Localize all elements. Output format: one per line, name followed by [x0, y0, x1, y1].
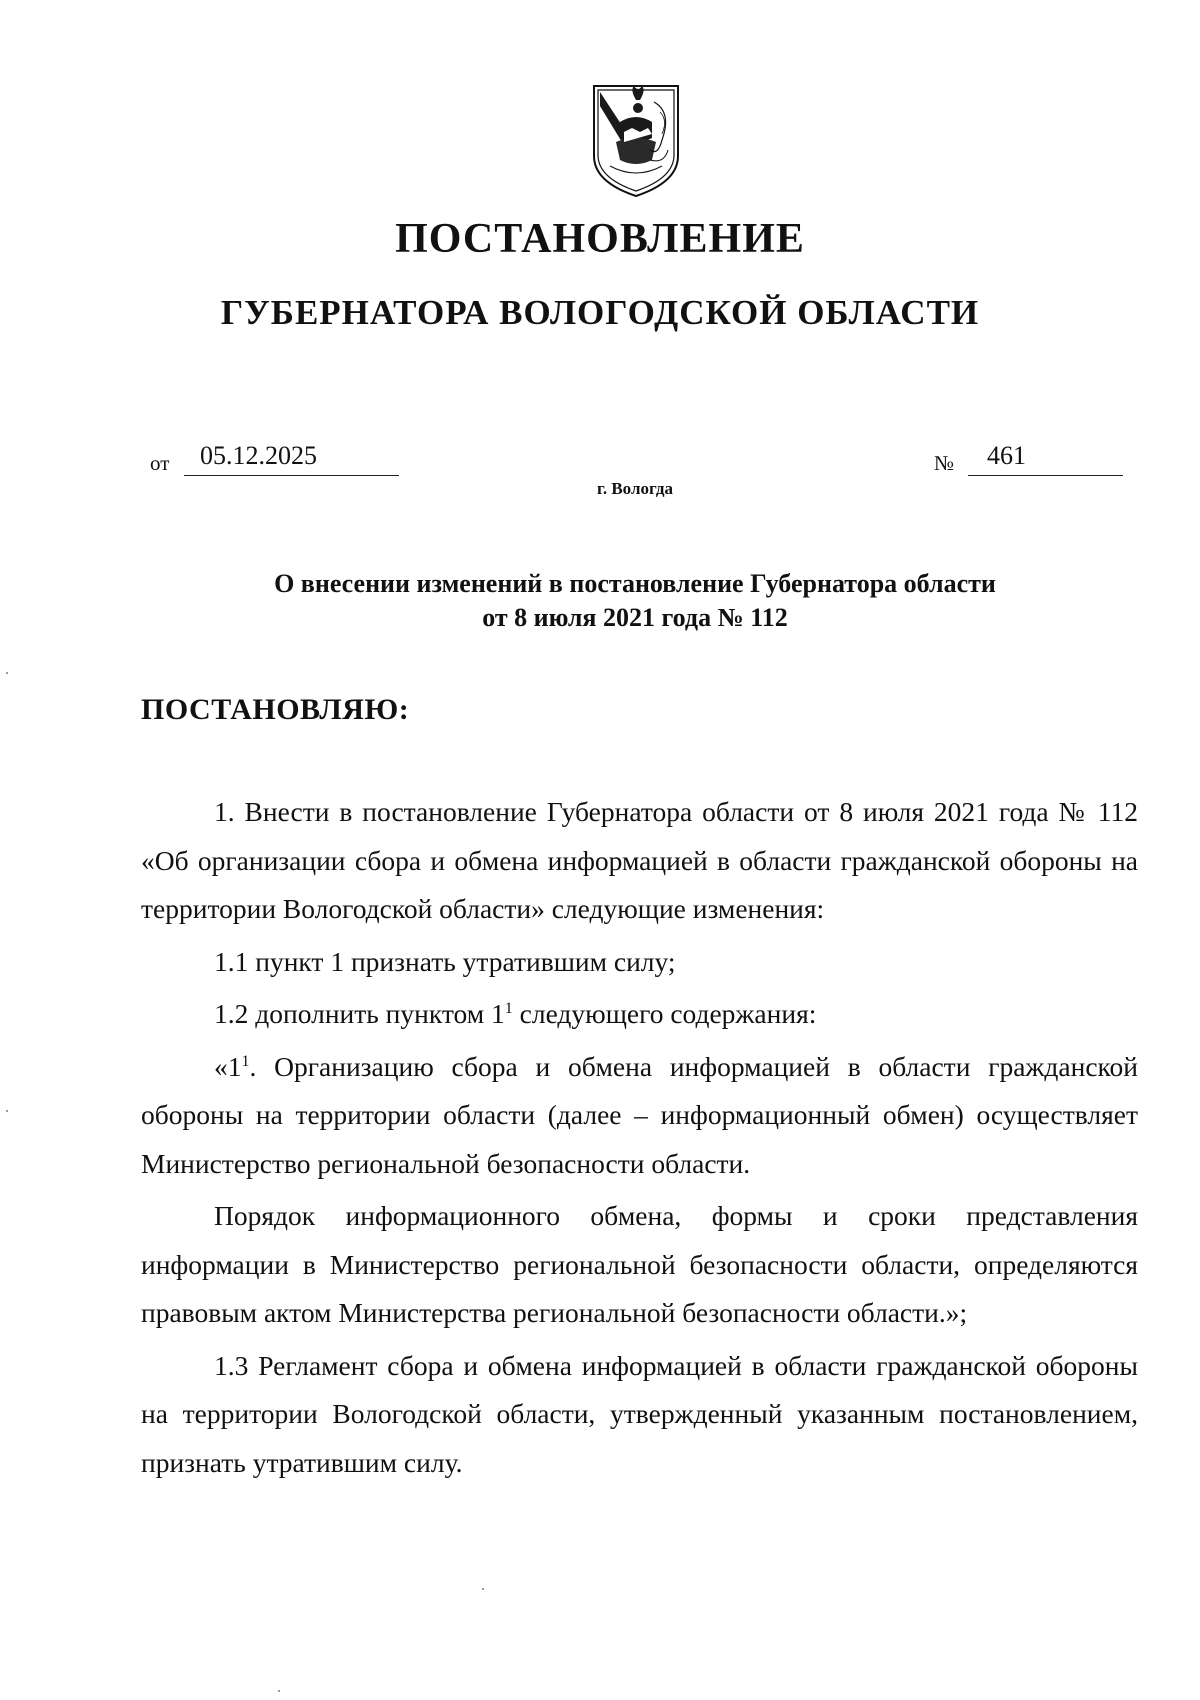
paragraph-1-3: 1.3 Регламент сбора и обмена информацией в области гражданской обороны на территории Вологодской области, утвержденный указанным постановлением, признать утратившим силу.: [141, 1349, 1138, 1478]
document-body: [141, 788, 1138, 1487]
document-date: 05.12.2025: [200, 441, 317, 470]
paragraph-quote-text: . Организацию сбора и обмена информацией в области гражданской обороны на территории области (далее – информационный обмен) осуществляет Министерство региональной безопасности области.: [141, 1050, 1138, 1179]
scan-speck: [6, 672, 8, 674]
scan-speck: [278, 1690, 280, 1692]
superscript: 1: [504, 999, 513, 1017]
paragraph-procedure: Порядок информационного обмена, формы и сроки представления информации в Министерство региональной безопасности области, определяются правовым актом Министерства региональной безопасности области.»;: [141, 1200, 1138, 1328]
document-subject: [0, 567, 1200, 635]
subject-line-1: О внесении изменений в постановление Губернатора области: [274, 569, 996, 598]
number-prefix: №: [934, 451, 955, 475]
document-issuer: ГУБЕРНАТОРА ВОЛОГОДСКОЙ ОБЛАСТИ: [220, 293, 980, 332]
subject-line-2: от 8 июля 2021 года № 112: [482, 603, 788, 632]
paragraph-1-1: 1.1 пункт 1 признать утратившим силу;: [214, 945, 676, 977]
coat-of-arms-icon: [590, 82, 682, 200]
superscript: 1: [241, 1052, 250, 1070]
document-city: г. Вологда: [597, 479, 673, 498]
document-number: 461: [987, 441, 1026, 470]
paragraph-1-2: [141, 990, 1138, 1039]
paragraph-1: 1. Внести в постановление Губернатора области от 8 июля 2021 года № 112 «Об организации сбора и обмена информацией в области гражданской обороны на территории Вологодской области» следующие изменения:: [141, 796, 1138, 924]
paragraph-1-2-text: 1.2 дополнить пунктом 1: [214, 998, 505, 1029]
paragraph-1-2-text-end: следующего содержания:: [512, 998, 817, 1029]
date-prefix: от: [150, 451, 170, 475]
paragraph-quote: [141, 1043, 1138, 1189]
decree-heading: ПОСТАНОВЛЯЮ:: [141, 693, 410, 726]
paragraph-quote-start: «1: [214, 1050, 242, 1082]
scan-speck: [482, 1588, 484, 1590]
document-title: ПОСТАНОВЛЕНИЕ: [395, 216, 805, 262]
scan-speck: [6, 1110, 8, 1112]
